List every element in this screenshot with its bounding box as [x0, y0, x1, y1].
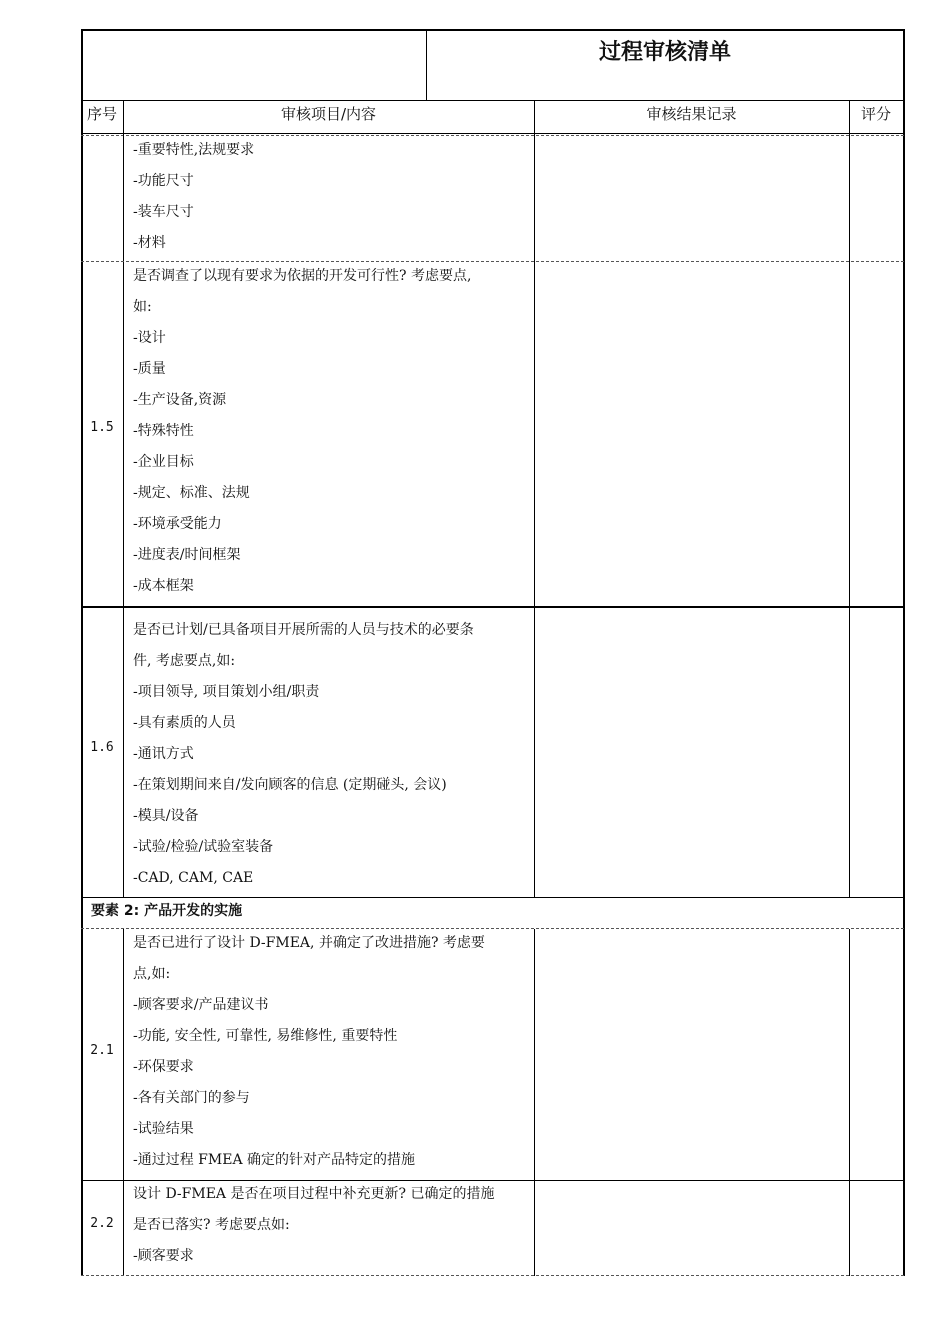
item-line: -试验/检验/试验室装备	[133, 839, 274, 855]
item-line: -生产设备,资源	[133, 392, 227, 408]
col-line-seq	[123, 101, 124, 898]
item-line: -功能, 安全性, 可靠性, 易维修性, 重要特性	[133, 1028, 398, 1044]
item-line: -质量	[133, 361, 166, 377]
item-line: -顾客要求/产品建议书	[133, 997, 269, 1013]
item-line: -环保要求	[133, 1059, 194, 1075]
item-line: -项目领导, 项目策划小组/职责	[133, 684, 320, 700]
item-line: 是否已计划/已具备项目开展所需的人员与技术的必要条	[133, 622, 474, 638]
col-line-seq-2	[123, 929, 124, 1276]
table-row	[133, 928, 528, 1176]
item-line: 是否已进行了设计 D-FMEA, 并确定了改进措施? 考虑要	[133, 935, 485, 951]
document-title: 过程审核清单	[598, 40, 731, 65]
table-right-border	[903, 29, 905, 1276]
table-row	[133, 135, 528, 259]
col-line-item-2	[534, 929, 535, 1276]
item-line: -模具/设备	[133, 808, 199, 824]
item-line: -企业目标	[133, 454, 194, 470]
table-row	[133, 261, 528, 602]
item-line: -试验结果	[133, 1121, 194, 1137]
table-row	[133, 615, 528, 894]
item-line: -通过过程 FMEA 确定的针对产品特定的措施	[133, 1152, 416, 1168]
row-number: 1.5	[90, 420, 114, 435]
item-line: -规定、标准、法规	[133, 485, 250, 501]
item-line: 件, 考虑要点,如:	[133, 653, 236, 669]
item-line: -具有素质的人员	[133, 715, 236, 731]
item-line: 如:	[133, 299, 152, 315]
header-result: 审核结果记录	[646, 105, 737, 123]
item-line: -环境承受能力	[133, 516, 222, 532]
row-number: 2.1	[90, 1043, 114, 1058]
header-seq: 序号	[86, 105, 117, 123]
item-line: -材料	[133, 235, 166, 251]
item-line: 点,如:	[133, 966, 171, 982]
header-score: 评分	[860, 105, 891, 123]
row-separator	[81, 897, 904, 898]
item-line: -CAD, CAM, CAE	[133, 870, 254, 886]
item-line: -特殊特性	[133, 423, 194, 439]
item-line: -进度表/时间框架	[133, 547, 241, 563]
item-line: -顾客要求	[133, 1248, 194, 1264]
table-row	[133, 1179, 528, 1272]
header-item: 审核项目/内容	[280, 105, 377, 123]
item-line: -设计	[133, 330, 166, 346]
item-line: -成本框架	[133, 578, 194, 594]
item-line: -在策划期间来自/发向顾客的信息 (定期碰头, 会议)	[133, 777, 447, 793]
item-line: -通讯方式	[133, 746, 194, 762]
section-heading: 要素 2: 产品开发的实施	[91, 903, 243, 919]
row-number: 2.2	[90, 1216, 114, 1231]
item-line: -装车尺寸	[133, 204, 194, 220]
col-line-result	[849, 101, 850, 898]
item-line: 是否已落实? 考虑要点如:	[133, 1217, 290, 1233]
header-bottom-line	[81, 133, 904, 134]
table-left-border	[81, 29, 83, 1276]
item-line: -重要特性,法规要求	[133, 142, 255, 158]
col-line-item	[534, 101, 535, 898]
row-separator	[81, 606, 904, 608]
item-line: 设计 D-FMEA 是否在项目过程中补充更新? 已确定的措施	[133, 1186, 495, 1202]
row-number: 1.6	[90, 740, 114, 755]
row-separator	[81, 1275, 904, 1276]
col-line-result-2	[849, 929, 850, 1276]
item-line: -各有关部门的参与	[133, 1090, 250, 1106]
item-line: -功能尺寸	[133, 173, 194, 189]
item-line: 是否调查了以现有要求为依据的开发可行性? 考虑要点,	[133, 268, 472, 284]
